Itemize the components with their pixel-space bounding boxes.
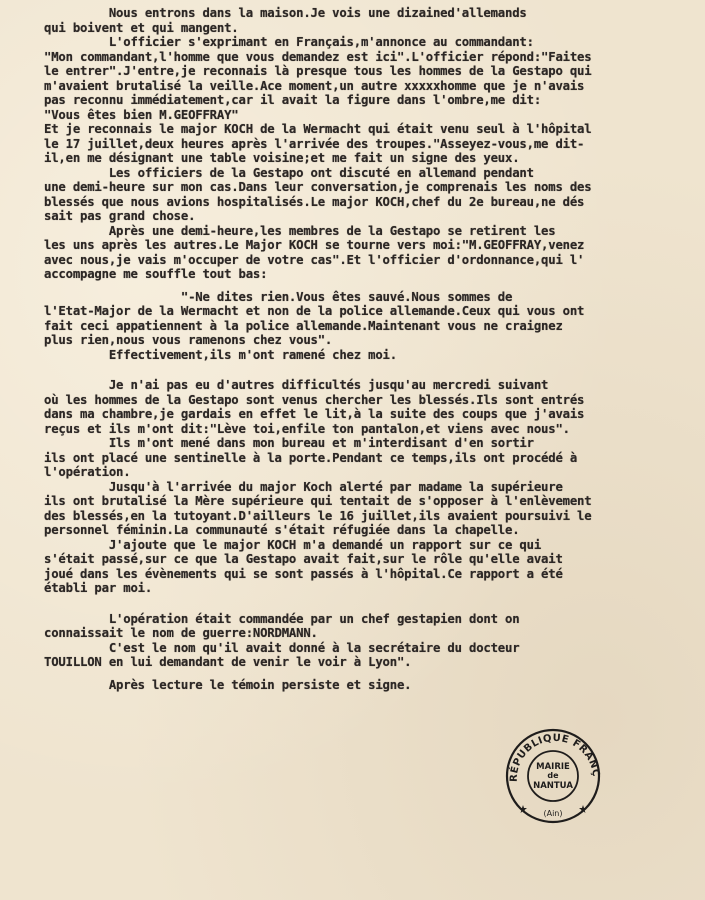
- text-line: plus rien,nous vous ramenons chez vous".: [44, 333, 333, 347]
- text-line: sait pas grand chose.: [44, 209, 196, 223]
- stamp-ring-text: RÉPUBLIQUE FRANÇ: [508, 732, 602, 783]
- text-line: avec nous,je vais m'occuper de votre cas".Et l'officier d'ordonnance,qui l': [44, 252, 585, 267]
- text-line: le entrer".J'entre,je reconnais là presque tous les hommes de la Gestapo qui: [44, 64, 592, 78]
- text-line: L'officier s'exprimant en Français,m'annonce au commandant:: [44, 35, 534, 49]
- text-line: blessés que nous avions hospitalisés.Le major KOCH,chef du 2e bureau,ne dés: [44, 194, 585, 209]
- stamp-center-line1: MAIRIE: [536, 762, 570, 772]
- text-line: les uns après les autres.Le Major KOCH se tourne vers moi:"M.GEOFFRAY,venez: [44, 238, 585, 252]
- text-line: connaissait le nom de guerre:NORDMANN.: [44, 626, 318, 640]
- text-line: établi par moi.: [44, 581, 153, 595]
- text-line: pas reconnu immédiatement,car il avait la figure dans l'ombre,me dit:: [44, 93, 542, 107]
- text-line: des blessés,en la tutoyant.D'ailleurs le 16 juillet,ils avaient poursuivi le: [44, 508, 592, 523]
- text-line: Jusqu'à l'arrivée du major Koch alerté par madame la supérieure: [44, 479, 563, 494]
- text-line: joué dans les évènements qui se sont passés à l'hôpital.Ce rapport a été: [44, 566, 563, 581]
- text-line: Les officiers de la Gestapo ont discuté en allemand pendant: [44, 165, 534, 180]
- text-line: Et je reconnais le major KOCH de la Wermacht qui était venu seul à l'hôpital: [44, 122, 592, 136]
- text-line: dans ma chambre,je gardais en effet le lit,à la suite des coups que j'avais: [44, 407, 585, 421]
- text-line: Après lecture le témoin persiste et signe.: [44, 677, 412, 692]
- text-line: une demi-heure sur mon cas.Dans leur conversation,je comprenais les noms des: [44, 180, 592, 194]
- text-line: "-Ne dites rien.Vous êtes sauvé.Nous sommes de: [44, 289, 513, 304]
- paragraph-gap: [44, 604, 704, 612]
- text-line: fait ceci appatiennent à la police allemande.Maintenant vous ne craignez: [44, 318, 563, 333]
- text-line: TOUILLON en lui demandant de venir le voir à Lyon".: [44, 655, 412, 669]
- text-line: reçus et ils m'ont dit:"Lève toi,enfile ton pantalon,et viens avec nous".: [44, 421, 570, 436]
- text-line: m'avaient brutalisé la veille.Ace moment,un autre xxxxxhomme que je n'avais: [44, 78, 585, 93]
- paragraph-gap: [44, 370, 704, 378]
- paragraph-gap: [44, 362, 704, 370]
- text-line: "Vous êtes bien M.GEOFFRAY": [44, 107, 239, 122]
- text-line: où les hommes de la Gestapo sont venus chercher les blessés.Ils sont entrés: [44, 392, 585, 407]
- text-line: qui boivent et qui mangent.: [44, 20, 239, 35]
- text-line: J'ajoute que le major KOCH m'a demandé un rapport sur ce qui: [44, 537, 542, 552]
- text-line: Ils m'ont mené dans mon bureau et m'interdisant d'en sortir: [44, 436, 534, 450]
- text-line: Nous entrons dans la maison.Je vois une dizained'allemands: [44, 6, 527, 20]
- text-line: L'opération était commandée par un chef gestapien dont on: [44, 611, 520, 626]
- text-line: Je n'ai pas eu d'autres difficultés jusqu'au mercredi suivant: [44, 378, 549, 392]
- text-line: Effectivement,ils m'ont ramené chez moi.: [44, 347, 397, 362]
- stamp-center-line2: de: [547, 771, 559, 780]
- text-line: Après une demi-heure,les membres de la Gestapo se retirent les: [44, 223, 556, 238]
- text-line: C'est le nom qu'il avait donné à la secrétaire du docteur: [44, 640, 520, 655]
- text-line: l'opération.: [44, 465, 131, 479]
- text-line: l'Etat-Major de la Wermacht et non de la police allemande.Ceux qui vous ont: [44, 304, 585, 318]
- paragraph-gap: [44, 596, 704, 604]
- paragraph-gap: [44, 670, 704, 678]
- text-line: il,en me désignant une table voisine;et me fait un signe des yeux.: [44, 151, 520, 165]
- stamp-bottom-text: (Ain): [543, 809, 563, 818]
- mairie-stamp: [497, 724, 609, 828]
- text-line: s'était passé,sur ce que la Gestapo avait fait,sur le rôle qu'elle avait: [44, 552, 570, 566]
- text-line: accompagne me souffle tout bas:: [44, 267, 268, 281]
- paragraph-gap: [44, 282, 704, 290]
- text-line: ils ont brutalisé la Mère supérieure qui tentait de s'opposer à l'enlèvement: [44, 494, 592, 508]
- text-line: "Mon commandant,l'homme que vous demandez est ici".L'officier répond:"Faites: [44, 49, 592, 64]
- stamp-center-line3: NANTUA: [533, 781, 573, 791]
- typed-text-body: [44, 6, 704, 692]
- text-line: le 17 juillet,deux heures après l'arrivée des troupes."Asseyez-vous,me dit-: [44, 136, 585, 151]
- stamp-seal-graphic: [497, 724, 609, 828]
- text-line: ils ont placé une sentinelle à la porte.Pendant ce temps,ils ont procédé à: [44, 450, 578, 465]
- text-line: personnel féminin.La communauté s'était réfugiée dans la chapelle.: [44, 523, 520, 537]
